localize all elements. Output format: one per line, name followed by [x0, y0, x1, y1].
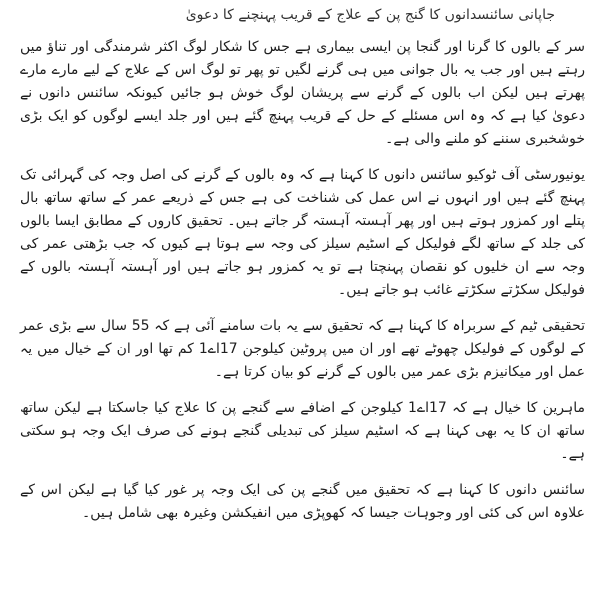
- article-paragraph-3: تحقیقی ٹیم کے سربراہ کا کہنا ہے کہ تحقیق سے یہ بات سامنے آئی ہے کہ 55 سال سے بڑی عمر کے لوگوں کے فولیکل چھوٹے تھے اور ان میں پروٹین کیلوجن 17اے1 کم تھا اور ان کے خیال میں یہ عمل اور میکانیزم بڑی عمر میں بالوں کے گرنے کو بیان کرتا ہے۔: [20, 318, 586, 380]
- article-title: جاپانی سائنسدانوں کا گنج پن کے علاج کے قریب پہنچنے کا دعویٰ: [185, 7, 555, 23]
- article-paragraph-1: سر کے بالوں کا گرنا اور گنجا پن ایسی بیماری ہے جس کا شکار لوگ اکثر شرمندگی اور تناؤ میں رہتے ہیں اور جب یہ بال جوانی میں ہی گرنے لگیں تو پھر تو لوگ اس کے علاج کے لیے مارے مارے پھرتے ہیں لیکن اب بالوں کے گرنے سے پریشان لوگ خوش ہو جائیں کیونکہ سائنس دانوں نے دعویٰ کیا ہے کہ وہ اس مسئلے کے حل کے قریب پہنچ گئے ہیں اور جلد ایسے لوگوں کو ایک بڑی خوشخبری سننے کو ملنے والی ہے۔: [20, 39, 585, 147]
- article-paragraph-4: ماہرین کا خیال ہے کہ 17اے1 کیلوجن کے اضافے سے گنجے پن کا علاج کیا جاسکتا ہے لیکن ساتھ ساتھ ان کا یہ بھی کہنا ہے کہ اسٹیم سیلز کی تبدیلی گنجے ہونے کی صرف ایک وجہ ہو سکتی ہے۔: [20, 400, 585, 462]
- article-paragraph-2: یونیورسٹی آف ٹوکیو سائنس دانوں کا کہنا ہے کہ وہ بالوں کے گرنے کی اصل وجہ کی گہرائی تک پہنچ گئے ہیں اور انہوں نے اس عمل کی شناخت کی ہے جس کے ذریعے عمر کے ساتھ ساتھ بال پتلے اور کمزور ہوتے ہیں اور پھر آہستہ آہستہ گر جاتے ہیں۔ تحقیق کاروں کے مطابق ایسا بالوں کی جلد کے ساتھ لگے فولیکل کے اسٹیم سیلز کی وجہ سے ہوتا ہے کیوں کہ جب بڑھتی عمر کی وجہ سے ان خلیوں کو نقصان پہنچتا ہے تو یہ کمزور ہو جاتے ہیں اور آہستہ آہستہ بالوں کے فولیکل سکڑتے سکڑتے غائب ہو جاتے ہیں۔: [20, 167, 585, 298]
- article-paragraph-5: سائنس دانوں کا کہنا ہے کہ تحقیق میں گنجے پن کی ایک وجہ پر غور کیا گیا ہے لیکن اس کے علاوہ اس کی کئی اور وجوہات جیسا کہ کھوپڑی میں انفیکشن وغیرہ بھی شامل ہیں۔: [20, 482, 585, 521]
